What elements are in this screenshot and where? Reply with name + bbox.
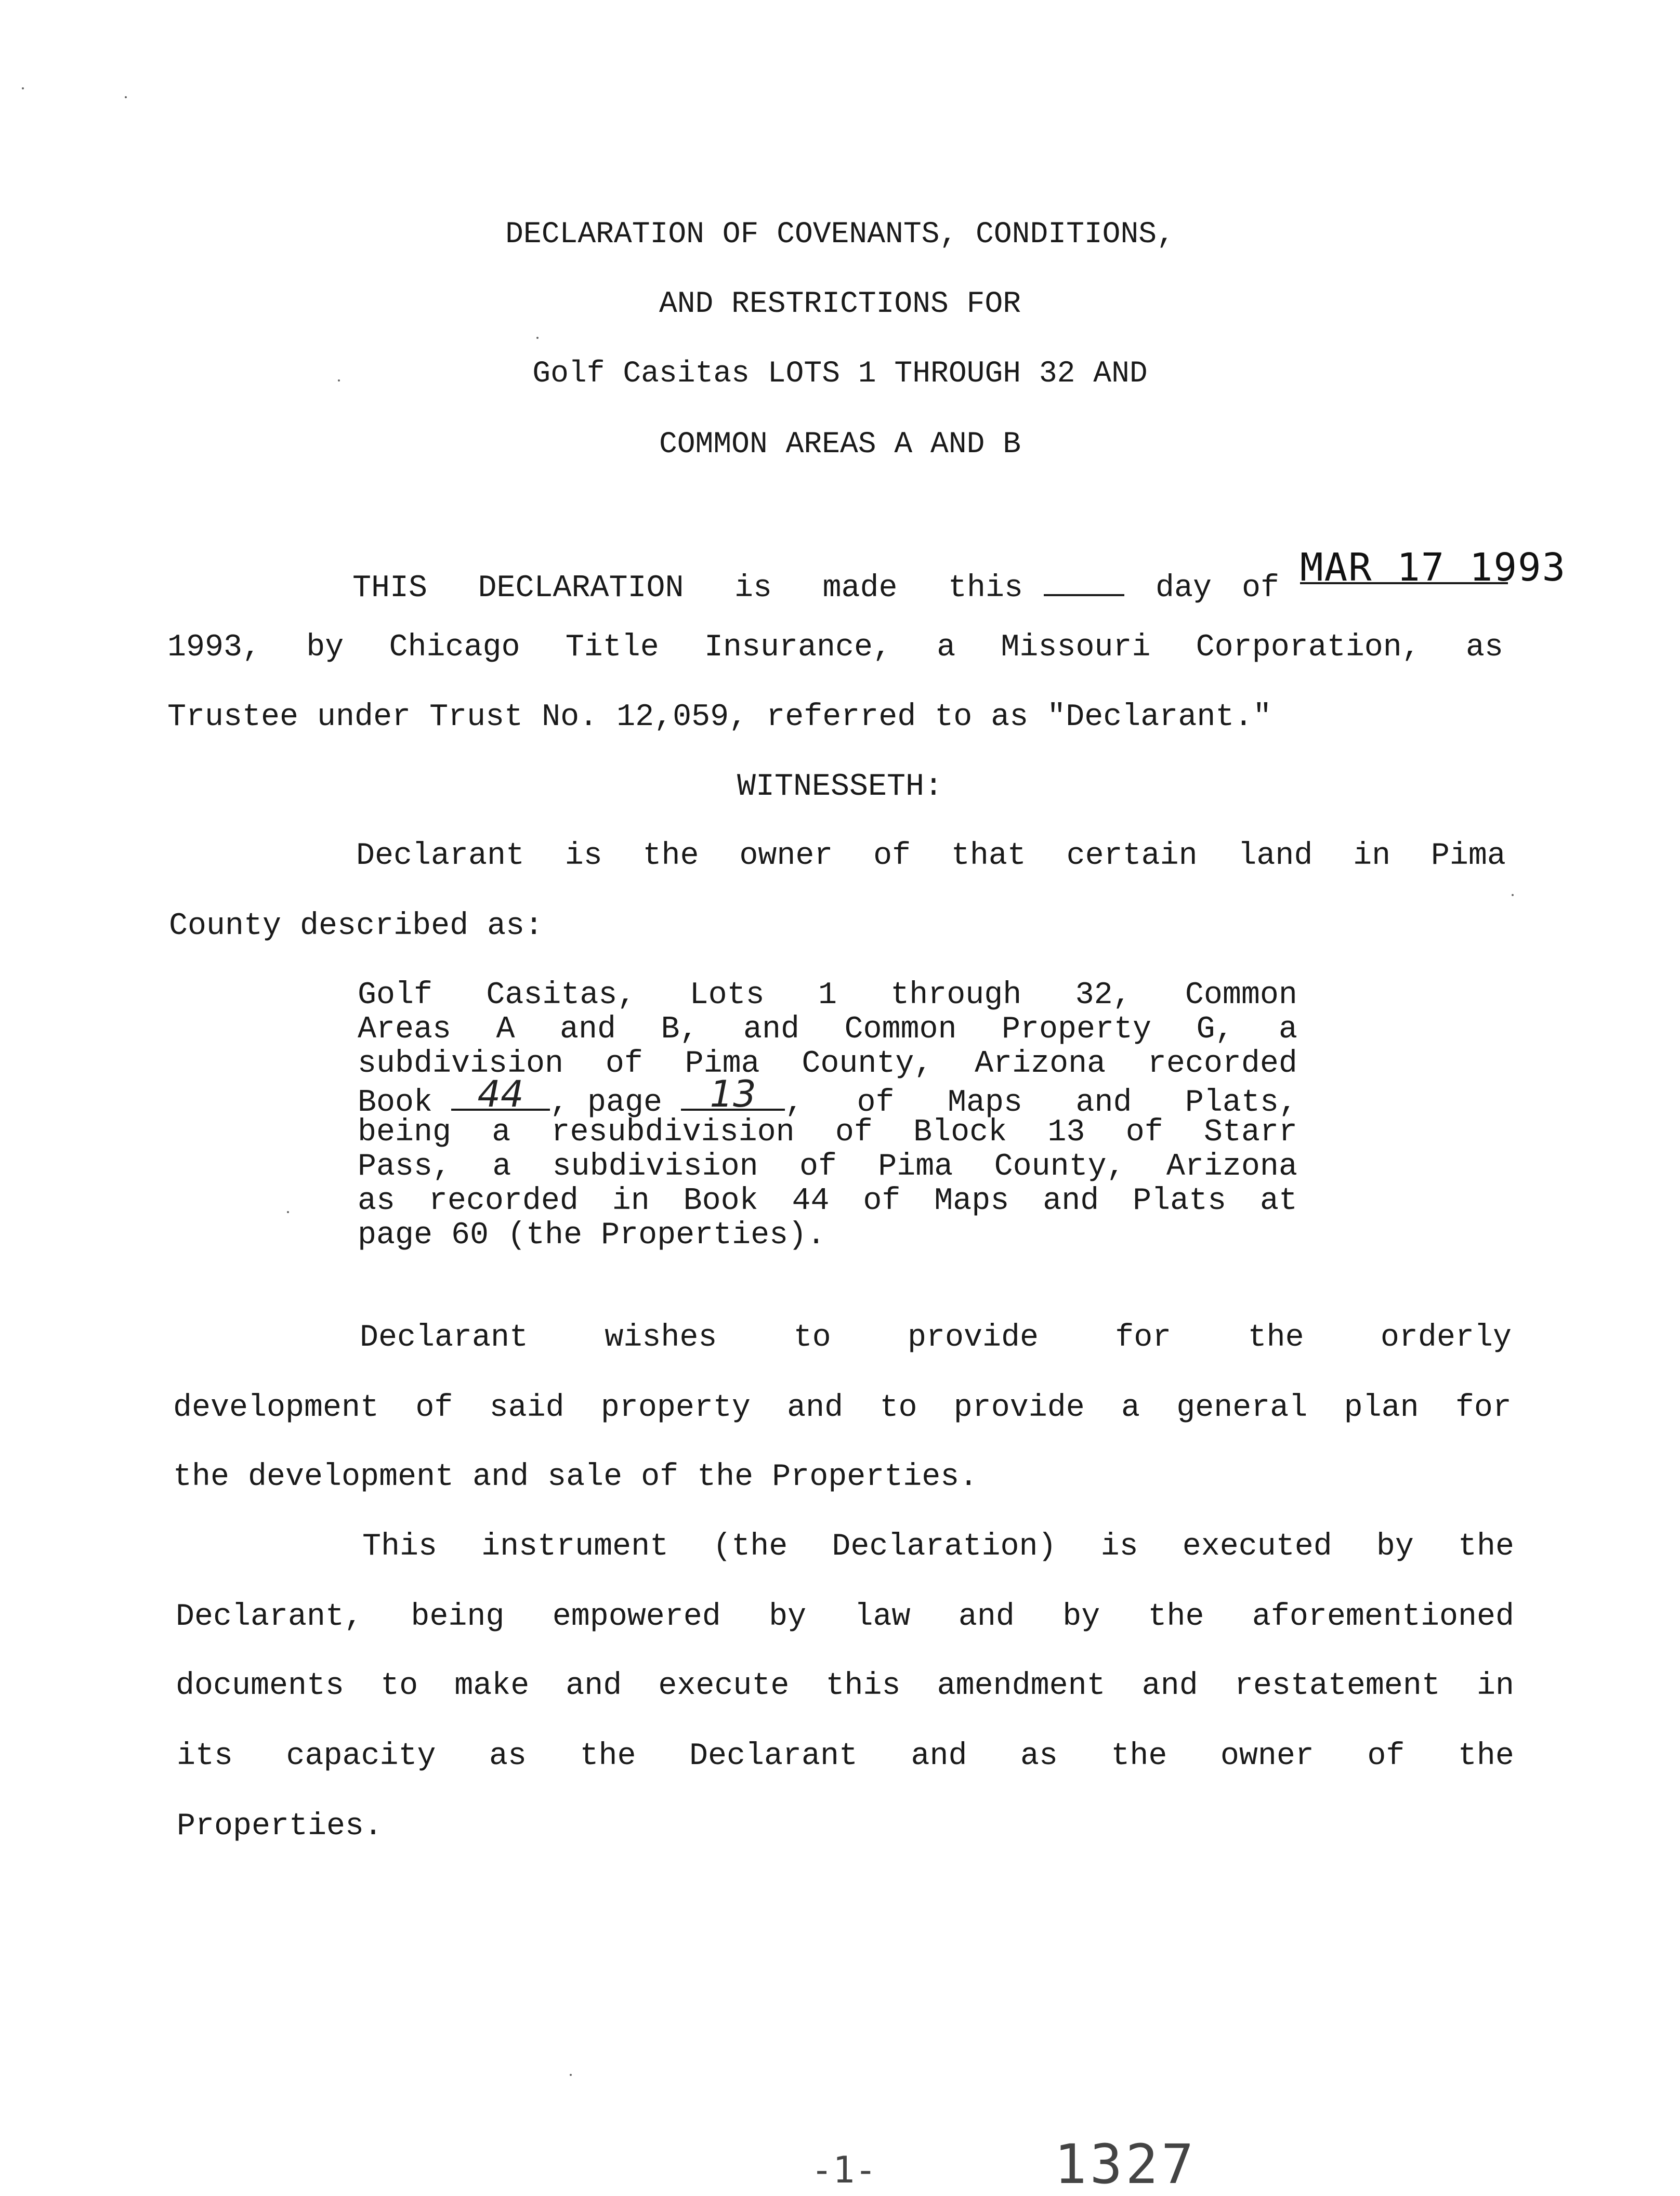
declaration-line-3: Trustee under Trust No. 12,059, referred to as "Declarant." (167, 700, 1272, 735)
wishes-line-1: Declarant wishes to provide for the orderly (360, 1320, 1512, 1356)
legal-line-7: as recorded in Book 44 of Maps and Plats at (358, 1184, 1297, 1219)
instrument-line-3: documents to make and execute this amendment and restatement in (176, 1668, 1514, 1704)
title-line-1: DECLARATION OF COVENANTS, CONDITIONS, (505, 218, 1175, 252)
instrument-line-5: Properties. (177, 1809, 383, 1844)
legal-line-8: page 60 (the Properties). (358, 1218, 826, 1253)
legal-line-4-rest: , of Maps and Plats, (785, 1085, 1297, 1121)
title-line-3: Golf Casitas LOTS 1 THROUGH 32 AND (532, 357, 1148, 391)
declaration-line-1 (352, 545, 1567, 606)
title-line-2: AND RESTRICTIONS FOR (659, 287, 1021, 321)
declaration-line-2: 1993, by Chicago Title Insurance, a Missouri Corporation, as (167, 630, 1503, 665)
declaration-line-1-words: THIS DECLARATION is made this (352, 571, 1023, 606)
wishes-line-3: the development and sale of the Properties. (173, 1459, 978, 1495)
witnesseth-heading: WITNESSETH: (737, 769, 943, 805)
legal-line-2: Areas A and B, and Common Property G, a (358, 1012, 1297, 1047)
scan-speck (338, 379, 340, 382)
book-number: 44 (451, 1079, 550, 1111)
legal-line-4 (358, 1073, 1297, 1121)
legal-line-5: being a resubdivision of Block 13 of Starr (358, 1115, 1297, 1150)
page-number: -1- (811, 2149, 877, 2191)
instrument-line-1: This instrument (the Declaration) is executed by the (362, 1529, 1514, 1564)
scan-speck (287, 1211, 289, 1213)
scan-speck (125, 96, 127, 98)
scan-speck (536, 337, 539, 339)
recording-number: 1327 (1054, 2133, 1197, 2196)
legal-line-6: Pass, a subdivision of Pima County, Arizona (358, 1149, 1297, 1185)
scan-speck (22, 87, 24, 89)
title-line-4: COMMON AREAS A AND B (659, 428, 1021, 462)
instrument-line-2: Declarant, being empowered by law and by the aforementioned (176, 1599, 1514, 1635)
owner-line-1: Declarant is the owner of that certain land in Pima (356, 838, 1506, 874)
legal-line-1: Golf Casitas, Lots 1 through 32, Common (358, 978, 1297, 1013)
legal-line-3: subdivision of Pima County, Arizona recorded (358, 1046, 1297, 1082)
book-label: Book (358, 1085, 433, 1121)
owner-line-2: County described as: (169, 909, 544, 944)
scan-speck (1512, 894, 1514, 896)
scan-speck (570, 2074, 572, 2076)
page-label: , page (550, 1085, 663, 1121)
instrument-line-4: its capacity as the Declarant and as the owner of the (177, 1739, 1514, 1774)
day-blank (1044, 564, 1124, 596)
wishes-line-2: development of said property and to provide a general plan for (173, 1390, 1512, 1426)
of-label: of (1242, 571, 1280, 606)
day-label: day (1156, 571, 1212, 606)
date-stamp: MAR 17 1993 (1300, 545, 1567, 590)
page-number: 13 (681, 1079, 785, 1111)
